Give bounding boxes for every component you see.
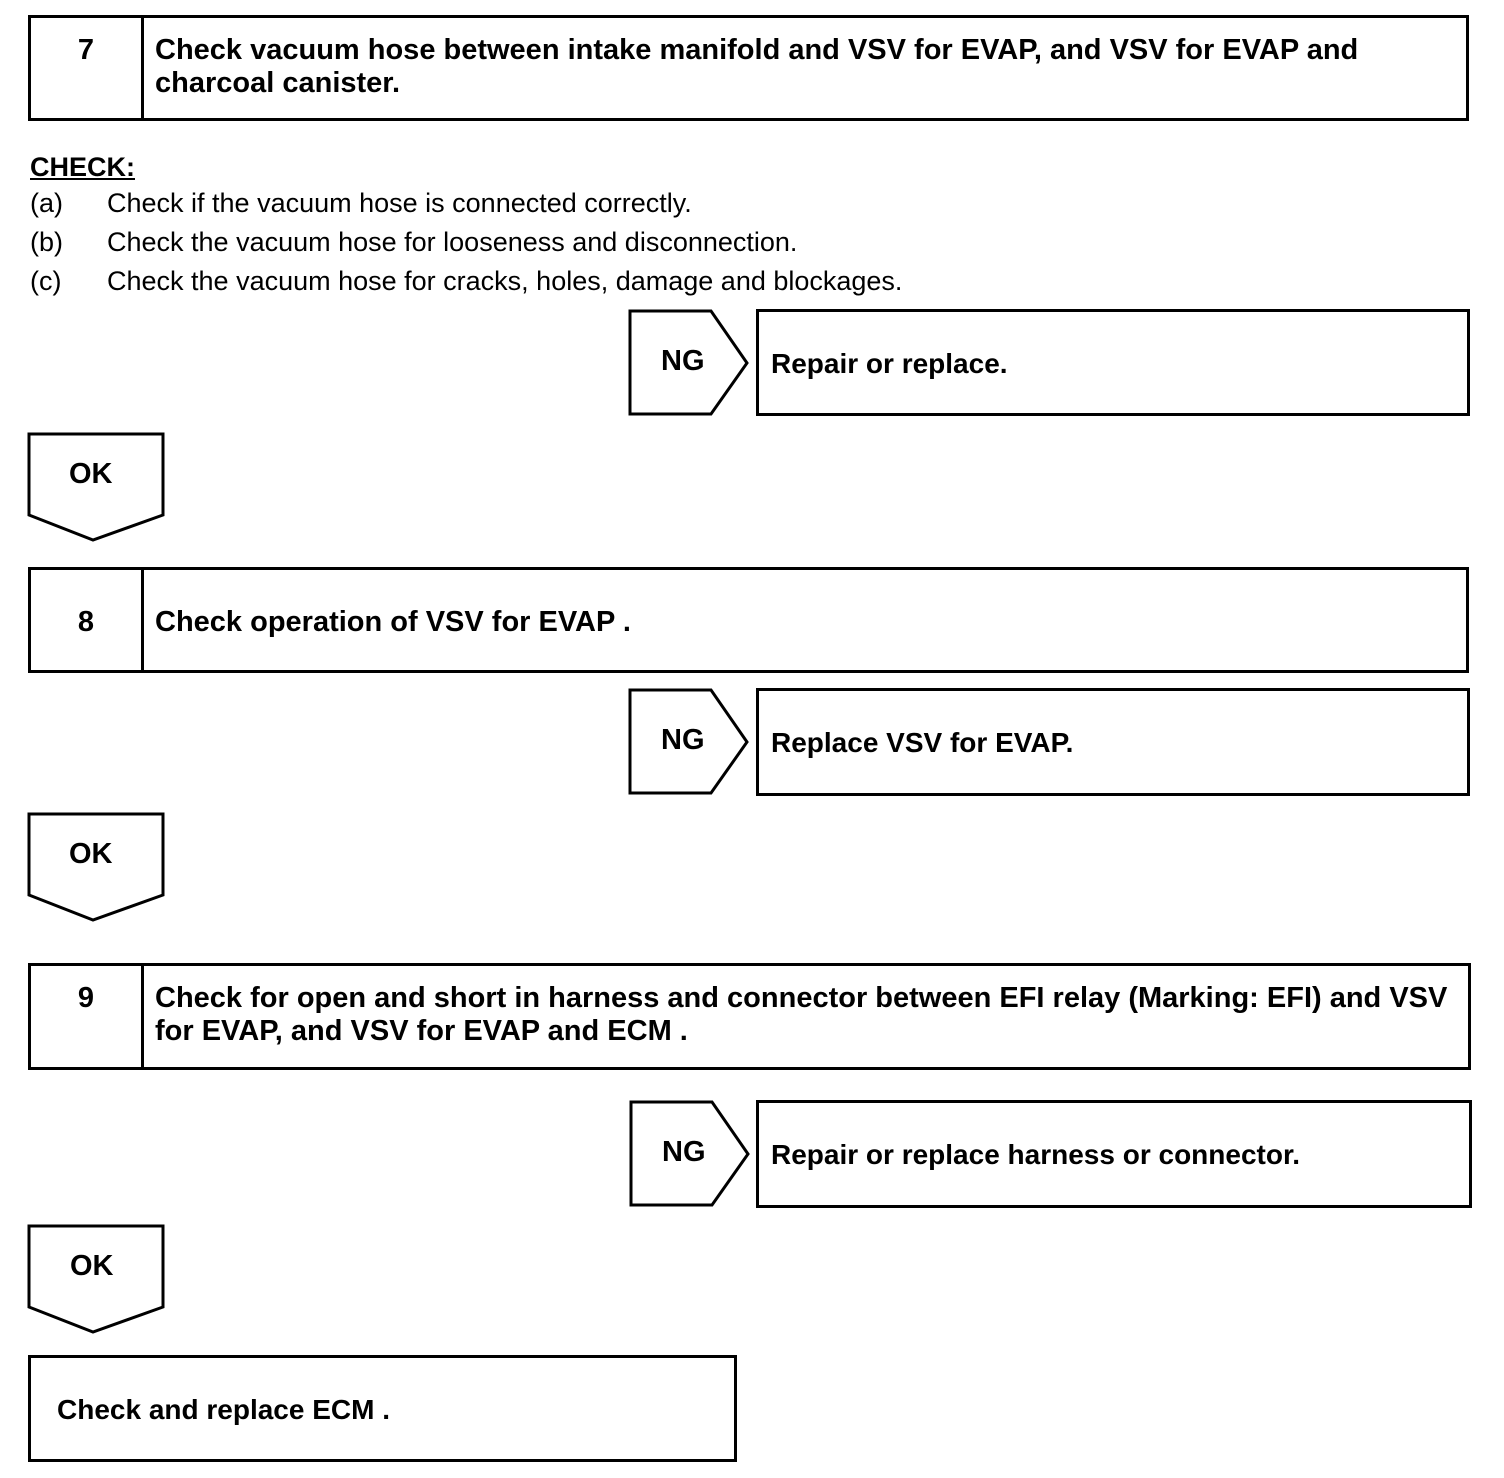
check-section [30, 150, 902, 301]
ng-label: NG [661, 345, 705, 377]
ok-arrow [27, 812, 167, 924]
check-item [30, 223, 902, 262]
ng-arrow [629, 1100, 753, 1208]
ok-label: OK [70, 1250, 114, 1282]
item-text: Check the vacuum hose for looseness and disconnection. [107, 227, 798, 257]
step-title: Check for open and short in harness and connector between EFI relay (Marking: EFI) and VSV for EVAP, and VSV for EVAP and ECM . [155, 982, 1448, 1047]
ng-action: Repair or replace harness or connector. [771, 1139, 1301, 1170]
ng-action-box [756, 688, 1470, 796]
ok-arrow [27, 1224, 167, 1336]
step-8-box [28, 567, 1469, 673]
check-heading: CHECK: [30, 152, 135, 182]
step-9-box [28, 963, 1471, 1070]
step-number: 7 [31, 18, 144, 118]
ng-action: Repair or replace. [771, 348, 1008, 379]
ng-action: Replace VSV for EVAP. [771, 727, 1074, 758]
final-action-box [28, 1355, 737, 1462]
ok-label: OK [69, 458, 113, 490]
item-key: (c) [30, 266, 62, 296]
step-title: Check vacuum hose between intake manifold and VSV for EVAP, and VSV for EVAP and charcoal canister. [155, 34, 1359, 99]
final-action: Check and replace ECM . [57, 1394, 391, 1425]
item-key: (a) [30, 188, 63, 218]
ok-label: OK [69, 838, 113, 870]
step-number: 8 [31, 570, 144, 670]
step-7-box [28, 15, 1469, 121]
check-item [30, 184, 902, 223]
ok-arrow [27, 432, 167, 544]
step-number: 9 [31, 966, 144, 1067]
ng-action-box [756, 1100, 1472, 1208]
ng-arrow [628, 688, 752, 796]
ng-label: NG [662, 1136, 706, 1168]
ng-arrow [628, 309, 752, 417]
step-title: Check operation of VSV for EVAP . [155, 606, 631, 638]
ng-label: NG [661, 724, 705, 756]
check-item [30, 262, 902, 301]
item-text: Check if the vacuum hose is connected correctly. [107, 188, 692, 218]
ng-action-box [756, 309, 1470, 416]
item-key: (b) [30, 227, 63, 257]
item-text: Check the vacuum hose for cracks, holes, damage and blockages. [107, 266, 903, 296]
